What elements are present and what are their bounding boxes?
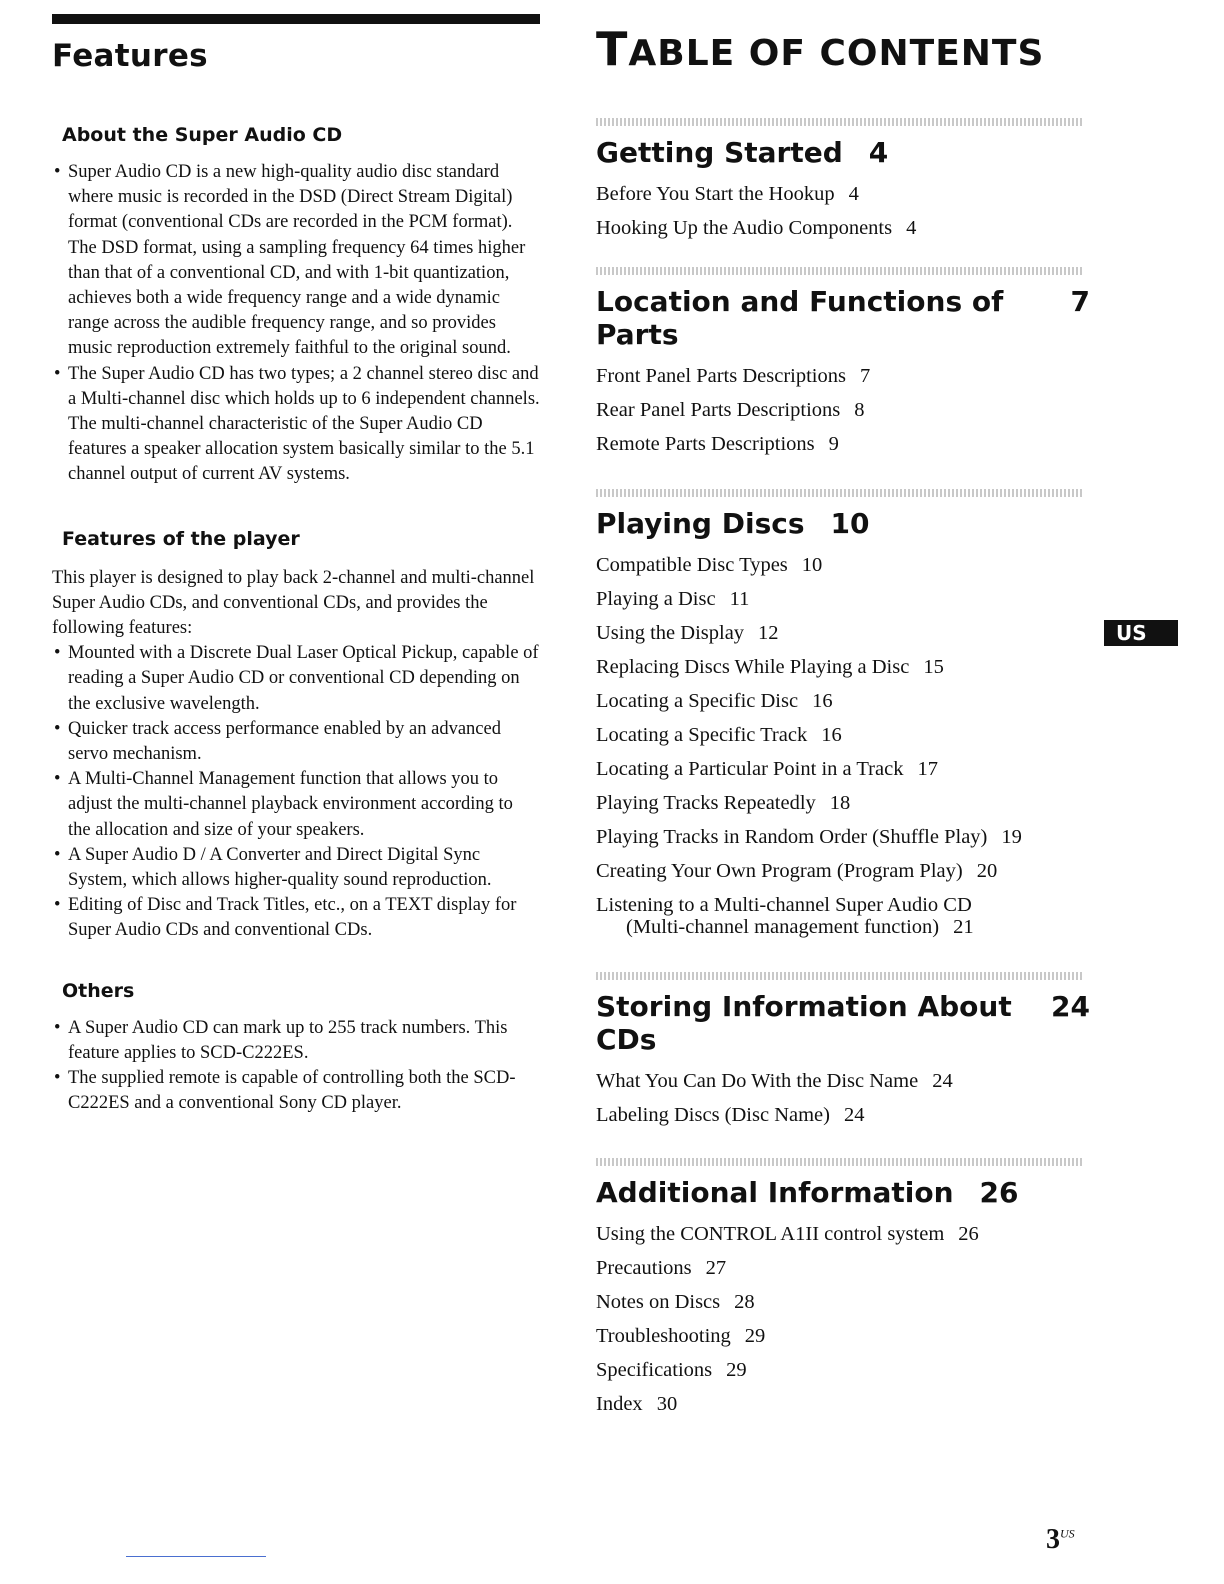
entry-title: Listening to a Multi-channel Super Audio CD	[596, 894, 972, 916]
toc-entry[interactable]	[596, 393, 1090, 427]
toc-entry[interactable]	[596, 582, 1090, 616]
entry-title: Locating a Specific Disc	[596, 690, 799, 712]
toc-entry[interactable]	[596, 548, 1090, 582]
toc-entries	[596, 177, 1090, 245]
entry-title: Playing Tracks Repeatedly	[596, 792, 816, 814]
entry-page: 17	[917, 758, 938, 780]
toc-entries	[596, 548, 1090, 944]
top-rule	[52, 14, 540, 24]
toc-section	[596, 489, 1090, 944]
toc-sections	[596, 118, 1090, 1421]
section-page: 4	[868, 136, 889, 169]
entry-page: 27	[705, 1257, 727, 1279]
entry-title: Specifications	[596, 1359, 713, 1381]
entry-title: Notes on Discs	[596, 1291, 721, 1313]
entry-title: Front Panel Parts Descriptions	[596, 365, 846, 387]
list-item: • Quicker track access performance enabled by an advanced servo mechanism.	[52, 717, 540, 767]
section-title: Playing Discs	[596, 507, 805, 540]
toc-entry[interactable]	[596, 359, 1090, 393]
entry-page: 10	[801, 554, 823, 576]
section-title: Location and Functions of Parts	[596, 285, 1004, 351]
toc-entry[interactable]	[596, 650, 1090, 684]
entry-page: 9	[828, 433, 839, 455]
section-page: 7	[1070, 285, 1090, 318]
entry-page: 29	[744, 1325, 766, 1347]
toc-entry[interactable]	[596, 1064, 1090, 1098]
entry-title: Locating a Specific Track	[596, 724, 808, 746]
player-features-list	[52, 641, 540, 943]
page-number-value: 3	[1046, 1524, 1060, 1555]
toc-entry[interactable]	[596, 1217, 1090, 1251]
list-item: • Editing of Disc and Track Titles, etc., on a TEXT display for Super Audio CDs and conventional CDs.	[52, 893, 540, 943]
toc-entries	[596, 359, 1090, 461]
entry-page: 30	[656, 1393, 678, 1415]
toc-section-heading[interactable]	[596, 507, 1090, 540]
toc-section	[596, 118, 1090, 245]
entry-page: 12	[758, 622, 779, 644]
toc-section	[596, 267, 1090, 461]
toc-entry[interactable]	[596, 1353, 1090, 1387]
section-divider	[596, 1158, 1084, 1166]
entry-page: 8	[854, 399, 865, 421]
entry-page: 24	[843, 1104, 865, 1126]
entry-title: Replacing Discs While Playing a Disc	[596, 656, 910, 678]
entry-page: 21	[953, 916, 974, 938]
entry-page: 28	[734, 1291, 755, 1313]
entry-title: Playing a Disc	[596, 588, 716, 610]
entry-title: Precautions	[596, 1257, 692, 1279]
entry-title: Remote Parts Descriptions	[596, 433, 815, 455]
section-page: 24	[1051, 990, 1090, 1023]
toc-section	[596, 972, 1090, 1132]
toc-entry[interactable]	[596, 888, 1090, 944]
page-number	[1046, 1524, 1075, 1556]
player-intro: This player is designed to play back 2-channel and multi-channel Super Audio CDs, and conventional CDs, and provides the following features:	[52, 567, 535, 639]
toc-entry[interactable]	[596, 820, 1090, 854]
toc-section-heading[interactable]	[596, 990, 1090, 1056]
entry-page: 16	[812, 690, 833, 712]
toc-entry[interactable]	[596, 718, 1090, 752]
entry-page: 7	[859, 365, 871, 387]
toc-entry[interactable]	[596, 1285, 1090, 1319]
toc-entry[interactable]	[596, 616, 1090, 650]
toc-entry[interactable]	[596, 1319, 1090, 1353]
entry-page: 11	[729, 588, 750, 610]
entry-title: Creating Your Own Program (Program Play)	[596, 860, 963, 882]
list-item: • A Multi-Channel Management function that allows you to adjust the multi-channel playback environment according to the allocation and size of your speakers.	[52, 767, 540, 843]
section-divider	[596, 489, 1084, 497]
toc-entry[interactable]	[596, 1098, 1090, 1132]
section-divider	[596, 972, 1084, 980]
section-page: 10	[830, 507, 870, 540]
region-tab: US	[1104, 620, 1178, 646]
entry-title: What You Can Do With the Disc Name	[596, 1070, 919, 1092]
toc-column	[596, 22, 1090, 1421]
list-item: • The Super Audio CD has two types; a 2 channel stereo disc and a Multi-channel disc which holds up to 6 independent channels. The multi-channel characteristic of the Super Audio CD features a speaker allocation system basically similar to the 5.1 channel output of current AV systems.	[52, 362, 540, 488]
entry-page: 18	[829, 792, 851, 814]
entry-page: 4	[848, 183, 859, 205]
entry-page: 4	[906, 217, 917, 239]
toc-entry[interactable]	[596, 211, 1090, 245]
toc-entry[interactable]	[596, 684, 1090, 718]
entry-page: 29	[726, 1359, 747, 1381]
entry-title: Labeling Discs (Disc Name)	[596, 1104, 830, 1126]
section-divider	[596, 267, 1084, 275]
toc-section-heading[interactable]	[596, 285, 1090, 351]
others-heading: Others	[62, 979, 135, 1002]
section-title: Additional Information	[596, 1176, 954, 1209]
toc-entry[interactable]	[596, 786, 1090, 820]
toc-title	[596, 22, 1090, 76]
entry-title: Playing Tracks in Random Order (Shuffle Play)	[596, 826, 988, 848]
entry-title: Using the CONTROL A1II control system	[596, 1223, 945, 1245]
toc-entry[interactable]	[596, 854, 1090, 888]
toc-title-rest: ABLE OF CONTENTS	[628, 33, 1045, 74]
toc-entry[interactable]	[596, 177, 1090, 211]
others-list	[52, 1016, 540, 1117]
entry-title: Hooking Up the Audio Components	[596, 217, 893, 239]
player-features-heading: Features of the player	[62, 527, 300, 550]
entry-title: Troubleshooting	[596, 1325, 731, 1347]
list-item: • Super Audio CD is a new high-quality audio disc standard where music is recorded in the DSD (Direct Stream Digital) format (conventional CDs are recorded in the PCM format). The DSD format, using a sampling frequency 64 times higher than that of a conventional CD, and with 1-bit quantization, achieves both a wide frequency range and a wide dynamic range across the audible frequency range, and so provides music reproduction extremely faithful to the original sound.	[52, 160, 540, 362]
list-item: • The supplied remote is capable of controlling both the SCD-C222ES and a conventional Sony CD player.	[52, 1066, 540, 1116]
toc-section-heading[interactable]	[596, 1176, 1090, 1209]
entry-continuation	[596, 916, 1090, 944]
features-column	[52, 14, 540, 1117]
toc-entry[interactable]	[596, 1251, 1090, 1285]
toc-entry[interactable]	[596, 427, 1090, 461]
section-page: 26	[979, 1176, 1019, 1209]
section-divider	[596, 118, 1084, 126]
section-title: Getting Started	[596, 136, 843, 169]
entry-page: 19	[1001, 826, 1022, 848]
entry-continuation-text: (Multi-channel management function)	[626, 916, 940, 938]
page-number-suffix: US	[1060, 1526, 1075, 1541]
entry-title: Locating a Particular Point in a Track	[596, 758, 904, 780]
toc-entry[interactable]	[596, 752, 1090, 786]
entry-page: 20	[976, 860, 998, 882]
bottom-line	[126, 1556, 266, 1557]
entry-page: 16	[821, 724, 842, 746]
list-item: • A Super Audio D / A Converter and Direct Digital Sync System, which allows higher-quality sound reproduction.	[52, 843, 540, 893]
toc-section	[596, 1158, 1090, 1421]
section-title: Storing Information About CDs	[596, 990, 1012, 1056]
about-list	[52, 160, 540, 488]
toc-entries	[596, 1064, 1090, 1132]
entry-page: 26	[958, 1223, 979, 1245]
entry-page: 24	[932, 1070, 953, 1092]
toc-entries	[596, 1217, 1090, 1421]
entry-title: Using the Display	[596, 622, 745, 644]
toc-section-heading[interactable]	[596, 136, 1090, 169]
entry-title: Before You Start the Hookup	[596, 183, 835, 205]
entry-title: Index	[596, 1393, 643, 1415]
list-item: • A Super Audio CD can mark up to 255 track numbers. This feature applies to SCD-C222ES.	[52, 1016, 540, 1066]
toc-entry[interactable]	[596, 1387, 1090, 1421]
entry-page: 15	[923, 656, 944, 678]
about-heading: About the Super Audio CD	[62, 124, 343, 146]
toc-title-initial: T	[596, 22, 629, 76]
entry-title: Compatible Disc Types	[596, 554, 788, 576]
entry-title: Rear Panel Parts Descriptions	[596, 399, 841, 421]
list-item: • Mounted with a Discrete Dual Laser Optical Pickup, capable of reading a Super Audio CD or conventional CD depending on the exclusive wavelength.	[52, 641, 540, 717]
features-title: Features	[52, 38, 208, 74]
